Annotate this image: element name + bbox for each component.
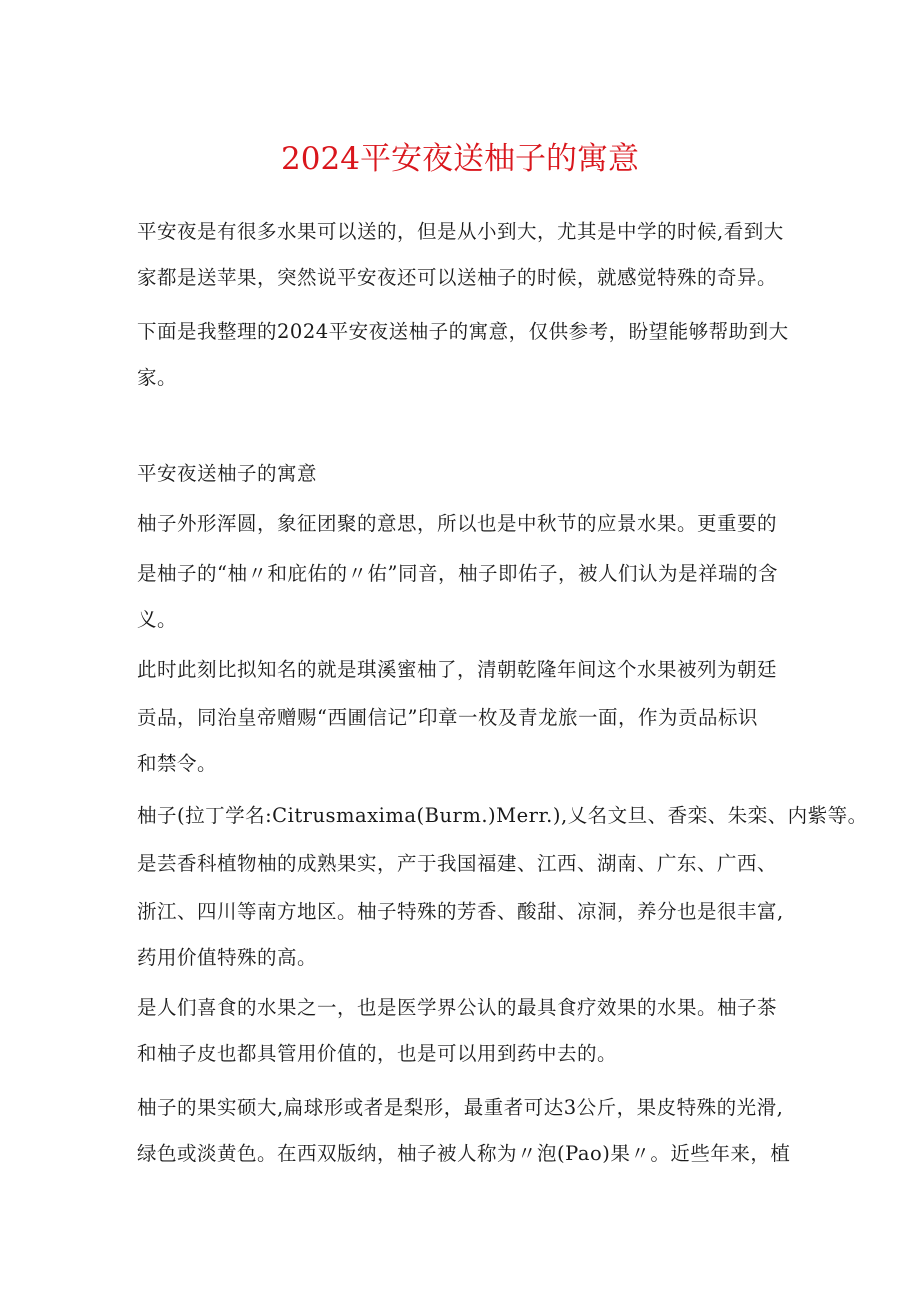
text-line: 是柚子的“柚〃和庇佑的〃佑”同音，柚子即佑子，被人们认为是祥瑞的含 <box>137 562 778 585</box>
text-line: 家都是送苹果，突然说平安夜还可以送柚子的时候，就感觉特殊的奇异。 <box>137 266 778 289</box>
text-line: 义。 <box>137 608 178 631</box>
text-line: 浙江、四川等南方地区。柚子特殊的芳香、酸甜、凉洞，养分也是很丰富, <box>137 900 784 923</box>
text-line: 家。 <box>137 366 178 389</box>
text-line: 此时此刻比拟知名的就是琪溪蜜柚了，清朝乾隆年间这个水果被列为朝廷 <box>137 658 778 681</box>
text-line: 和柚子皮也都具管用价值的，也是可以用到药中去的。 <box>137 1042 618 1065</box>
text-line: 柚子外形浑圆，象征团聚的意思，所以也是中秋节的应景水果。更重要的 <box>137 512 778 535</box>
document-title: 2024平安夜送柚子的寓意 <box>281 141 639 177</box>
text-line: 下面是我整理的2024平安夜送柚子的寓意，仅供参考，盼望能够帮助到大 <box>137 320 789 343</box>
text-line: 是芸香科植物柚的成熟果实，产于我国福建、江西、湖南、广东、广西、 <box>137 852 778 875</box>
text-line: 药用价值特殊的高。 <box>137 946 318 969</box>
text-line: 柚子(拉丁学名:Citrusmaxima(Burm.)Merr.),乂名文旦、香栾、朱栾、内紫等。 <box>137 804 868 827</box>
text-line: 是人们喜食的水果之一，也是医学界公认的最具食疗效果的水果。柚子茶 <box>137 996 778 1019</box>
text-line: 平安夜是有很多水果可以送的，但是从小到大，尤其是中学的时候,看到大 <box>137 220 784 243</box>
text-line: 贡品，同治皇帝赠赐“西圃信记”印章一枚及青龙旅一面，作为贡品标识 <box>137 706 758 729</box>
text-line: 柚子的果实硕大,扁球形或者是梨形，最重者可达3公斤，果皮特殊的光滑, <box>137 1096 784 1119</box>
text-line: 和禁令。 <box>137 752 218 775</box>
section-heading: 平安夜送柚子的寓意 <box>137 462 318 485</box>
text-line: 绿色或淡黄色。在西双版纳，柚子被人称为〃泡(Pao)果〃。近些年来，植 <box>137 1142 791 1165</box>
